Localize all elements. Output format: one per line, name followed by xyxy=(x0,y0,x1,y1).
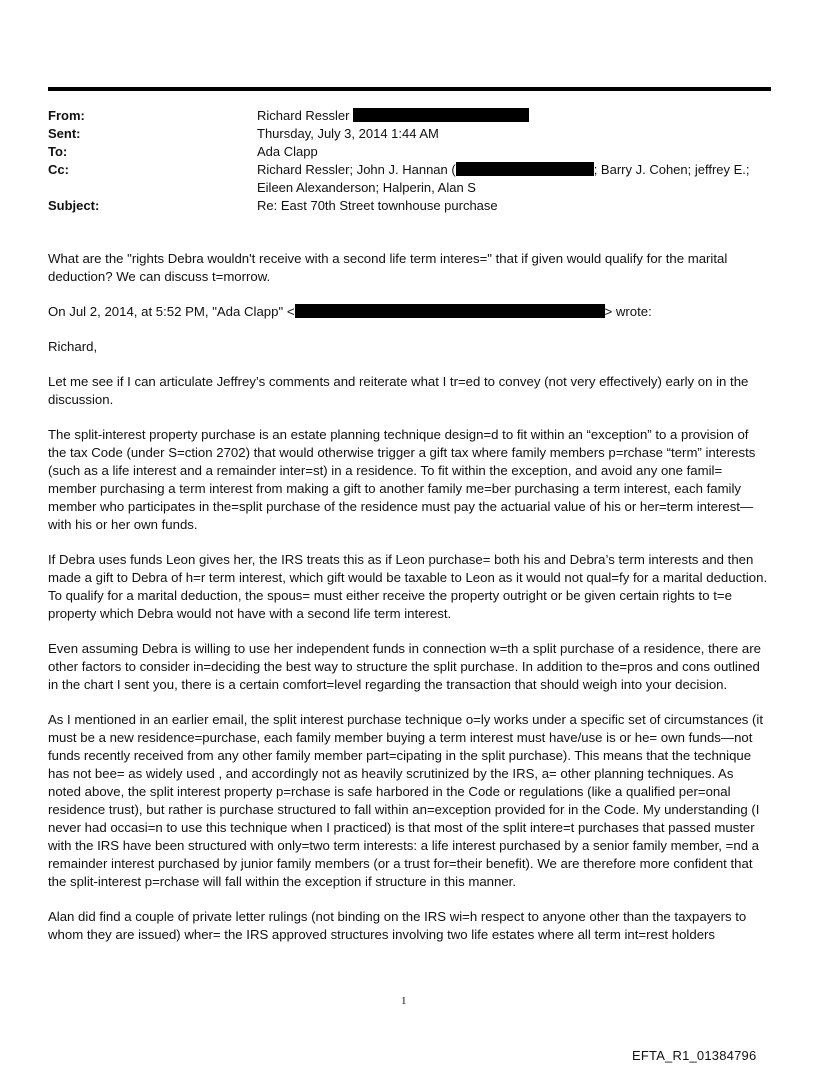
cc-row xyxy=(48,161,788,197)
email-header xyxy=(48,107,788,215)
subject-label: Subject: xyxy=(48,198,100,213)
to-row xyxy=(48,143,788,161)
email-body xyxy=(48,250,768,961)
redaction-box xyxy=(295,304,605,318)
body-paragraph: If Debra uses funds Leon gives her, the IRS treats this as if Leon purchase= both his and Debra’s term interests and then made a gift to Debra of h=r term interest, which gift would be taxable to Leon as it would not qual=fy for a marital deduction. To qualify for a marital deduction, the spous= must either receive the property outright or be given certain rights to t=e property which Debra would not have with a second life term interest. xyxy=(48,552,768,621)
redaction-box xyxy=(456,162,594,176)
body-paragraph: Alan did find a couple of private letter rulings (not binding on the IRS wi=h respect to anyone other than the taxpayers to whom they are issued) wher= the IRS approved structures involving two life estates where all term int=rest holders xyxy=(48,909,747,942)
redaction-box xyxy=(353,108,529,122)
subject-value: Re: East 70th Street townhouse purchase xyxy=(257,198,498,213)
body-paragraph: As I mentioned in an earlier email, the split interest purchase technique o=ly works under a specific set of circumstances (it must be a new residence=purchase, each family member buying a term interest must have/use is or he= own funds—not funds recently received from any other family member part=cipating in the split purchase). This means that the technique has not bee= as widely used , and accordingly not as heavily scrutinized by the IRS, a= other planning techniques. As noted above, the split interest property p=rchase is safe harbored in the Code or regulations (like a qualified per=onal residence trust), but rather is purchase structured to fall within an=exception provided for in the Code. My understanding (I never had occasi=n to use this technique when I practiced) is that most of the split intere=t purchases that passed muster with the IRS have been structured with only=two term interests: a life interest purchased by a senior family member, =nd a remainder interest purchased by junior family members (or a trust for=their benefit). We are therefore more confident that the split-interest p=rchase will fall within the exception if structure in this manner. xyxy=(48,712,764,889)
sent-label: Sent: xyxy=(48,126,81,141)
cc-value-b: ; Barry J. Cohen; jeffrey E.; xyxy=(593,162,750,177)
from-row xyxy=(48,107,788,125)
page-number: 1 xyxy=(401,995,407,1007)
body-paragraph: The split-interest property purchase is an estate planning technique design=d to fit within an “exception” to a provision of the tax Code (under S=ction 2702) that would otherwise trigger a gift tax where family members p=rchase “term” interests (such as a life interest and a remainder inter=st) in a residence. To fit within the exception, and avoid any one famil= member purchasing a term interest from making a gift to another family me=ber purchasing a term interest, each family member who participates in the=split purchase of the residence must pay the actuarial value of his or her=term interest—with his or her own funds. xyxy=(48,427,756,532)
cc-label: Cc: xyxy=(48,162,69,177)
body-paragraph: Even assuming Debra is willing to use her independent funds in connection w=th a split purchase of a residence, there are other factors to consider in=deciding the best way to structure the split purchase. In addition to the=pros and cons outlined in the chart I sent you, there is a certain comfort=level regarding the transaction that should weigh into your decision. xyxy=(48,641,761,692)
from-value: Richard Ressler xyxy=(257,108,350,123)
subject-row xyxy=(48,197,788,215)
from-label: From: xyxy=(48,108,85,123)
document-id: EFTA_R1_01384796 xyxy=(632,1048,757,1063)
cc-value-line2: Eileen Alexanderson; Halperin, Alan S xyxy=(257,180,476,195)
body-paragraph: Let me see if I can articulate Jeffrey’s comments and reiterate what I tr=ed to convey (not very effectively) early on in the discussion. xyxy=(48,374,749,407)
cc-value-a: Richard Ressler; John J. Hannan ( xyxy=(257,162,456,177)
header-rule xyxy=(48,87,771,91)
sent-value: Thursday, July 3, 2014 1:44 AM xyxy=(257,126,439,141)
quote-attribution: On Jul 2, 2014, at 5:52 PM, "Ada Clapp" < > wrote: xyxy=(48,304,652,319)
body-paragraph: What are the "rights Debra wouldn't receive with a second life term interes=" that if given would qualify for the marital deduction? We can discuss t=morrow. xyxy=(48,251,728,284)
to-value: Ada Clapp xyxy=(257,144,318,159)
salutation: Richard, xyxy=(48,339,98,354)
sent-row xyxy=(48,125,788,143)
to-label: To: xyxy=(48,144,68,159)
